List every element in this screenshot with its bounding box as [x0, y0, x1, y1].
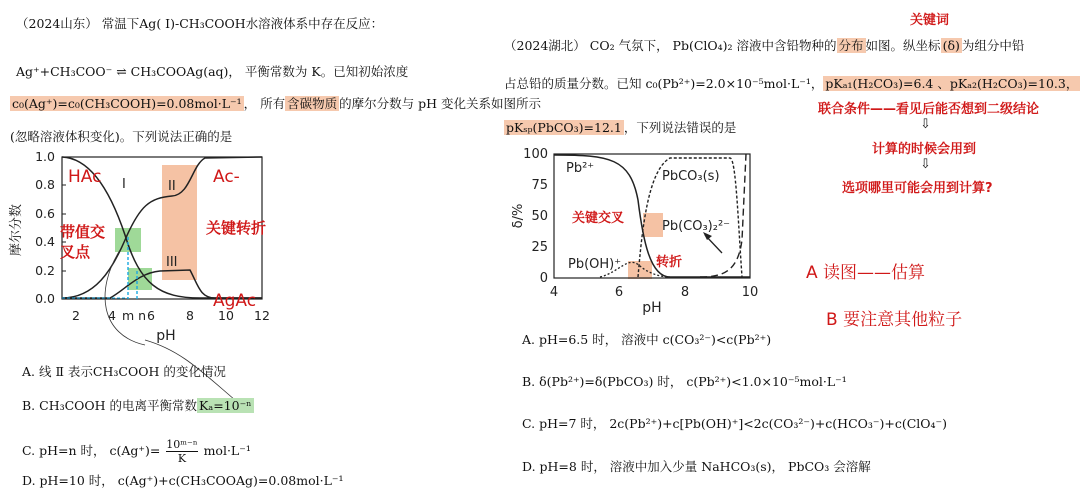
rxtick-8: 8: [680, 285, 690, 300]
left-xlabel: pH: [156, 328, 176, 344]
note-calc: 计算的时候会用到: [872, 142, 977, 157]
note-keyword: 关键词: [910, 13, 950, 28]
pka-highlight: pKₐ₁(H₂CO₃)=6.4 、pKₐ₂(H₂CO₃)=10.3，: [825, 76, 1079, 91]
right-option-d: D. pH=8 时， 溶液中加入少量 NaHCO₃(s)， PbCO₃ 会溶解: [522, 459, 871, 474]
right-option-b: B. δ(Pb²⁺)=δ(PbCO₃) 时， c(Pb²⁺)<1.0×10⁻⁵mol·L⁻¹: [522, 374, 847, 389]
annotation-cross-1: 带值交: [60, 223, 106, 241]
annotation-ac: Ac-: [213, 167, 240, 187]
note-options: 选项哪里可能会用到计算?: [842, 181, 993, 196]
rxtick-10: 10: [741, 285, 759, 300]
ytick-08: 0.8: [35, 177, 55, 192]
rytick-50: 50: [531, 209, 548, 224]
right-option-a: A. pH=6.5 时， 溶液中 c(CO₃²⁻)<c(Pb²⁺): [522, 332, 772, 347]
rytick-0: 0: [539, 271, 548, 286]
right-question-line1: （2024湖北） CO₂ 气氛下， Pb(ClO₄)₂ 溶液中含铅物种的 分布 如图。纵坐标 (δ) 为组分中铅: [504, 38, 1025, 53]
rytick-75: 75: [531, 178, 548, 193]
turn-highlight-box-right: [628, 261, 652, 279]
annotation-agac: AgAc: [213, 291, 257, 311]
xtick-4: 4: [108, 308, 116, 323]
left-question-line3: c₀(Ag⁺)=c₀(CH₃COOH)=0.08mol·L⁻¹ ， 所有 含碳物质 的摩尔分数与 pH 变化关系如图所示: [12, 96, 541, 111]
right-ylabel: δ/%: [511, 203, 526, 229]
curve-I-label: I: [122, 177, 126, 192]
label-pb2plus: Pb²⁺: [566, 161, 595, 176]
left-question-line4: (忽略溶液体积变化)。下列说法正确的是: [10, 129, 233, 144]
note-b: B 要注意其他粒子: [826, 310, 963, 330]
left-option-d: D. pH=10 时， c(Ag⁺)+c(CH₃COOAg)=0.08mol·L⁻¹: [22, 473, 344, 488]
ytick-04: 0.4: [35, 234, 55, 249]
left-question-line1: （2024山东） 常温下Ag( I)-CH₃COOH水溶液体系中存在反应：: [16, 16, 384, 31]
left-initial-conc-highlight: c₀(Ag⁺)=c₀(CH₃COOH)=0.08mol·L⁻¹: [12, 96, 242, 111]
right-question-line2: 占总铅的质量分数。已知 c₀(Pb²⁺)=2.0×10⁻⁵mol·L⁻¹， pKₐ₁(H₂CO₃)=6.4 、pKₐ₂(H₂CO₃)=10.3，: [504, 76, 1079, 91]
rxtick-6: 6: [614, 285, 624, 300]
right-option-c: C. pH=7 时， 2c(Pb²⁺)+c[Pb(OH)⁺]<2c(CO₃²⁻)+c(HCO₃⁻)+c(ClO₄⁻): [522, 416, 948, 431]
xtick-6: 6: [147, 308, 155, 323]
right-question-line3: pKₛₚ(PbCO₃)=12.1 ，下列说法错误的是: [506, 120, 737, 135]
right-xlabel: pH: [642, 300, 662, 315]
left-ylabel: 摩尔分数: [9, 203, 24, 257]
right-distribution-chart: [500, 140, 770, 315]
rxtick-4: 4: [549, 285, 559, 300]
ytick-10: 1.0: [35, 149, 55, 164]
down-arrow-icon-2: ⇩: [920, 157, 931, 172]
curve-III-label: III: [166, 255, 178, 270]
ytick-0: 0.0: [35, 291, 55, 306]
xtick-12: 12: [254, 308, 270, 323]
annotation-turn-right: 转折: [656, 255, 683, 270]
xtick-2: 2: [72, 308, 80, 323]
key-cross-highlight-box: [643, 213, 663, 237]
down-arrow-icon-1: ⇩: [920, 117, 931, 132]
ytick-06: 0.6: [35, 206, 55, 221]
curve-II-label: II: [168, 179, 176, 194]
xtick-mn: m n: [121, 308, 147, 323]
left-option-b: B. CH₃COOH 的电离平衡常数 Kₐ=10⁻ⁿ: [22, 398, 252, 413]
note-combine: 联合条件——看见后能否想到二级结论: [818, 102, 1040, 117]
note-a: A 读图——估算: [806, 263, 926, 283]
ka-highlight: Kₐ=10⁻ⁿ: [199, 398, 252, 413]
left-option-a: A. 线 Ⅱ 表示CH₃COOH 的变化情况: [22, 364, 226, 379]
annotation-hac: HAc: [68, 167, 102, 187]
label-pbco3: PbCO₃(s): [662, 169, 720, 184]
xtick-10: 10: [218, 308, 234, 323]
left-carbon-species-highlight: 含碳物质: [287, 96, 338, 111]
left-question-line2: Ag⁺+CH₃COO⁻ ⇌ CH₃COOAg(aq)， 平衡常数为 K。已知初始浓度: [16, 64, 409, 79]
pksp-highlight: pKₛₚ(PbCO₃)=12.1: [506, 120, 622, 135]
annotation-key-turn: 关键转折: [206, 219, 267, 237]
xtick-8: 8: [186, 308, 194, 323]
left-mole-fraction-chart: [0, 140, 290, 350]
annotation-key-cross: 关键交叉: [572, 211, 625, 226]
annotation-cross-2: 叉点: [60, 243, 91, 261]
distribution-highlight: 分布: [838, 38, 864, 53]
rytick-25: 25: [531, 240, 548, 255]
rytick-100: 100: [523, 147, 548, 162]
ytick-02: 0.2: [35, 263, 55, 278]
left-option-c: C. pH=n 时， c(Ag⁺)= $\frac{\text{10ᵐ⁻ⁿ}}{K}$ mol·L⁻¹: [22, 438, 251, 465]
delta-highlight: (δ): [942, 38, 960, 53]
label-pboh: Pb(OH)⁺: [568, 257, 622, 272]
label-pbco3-2: Pb(CO₃)₂²⁻: [662, 219, 731, 234]
